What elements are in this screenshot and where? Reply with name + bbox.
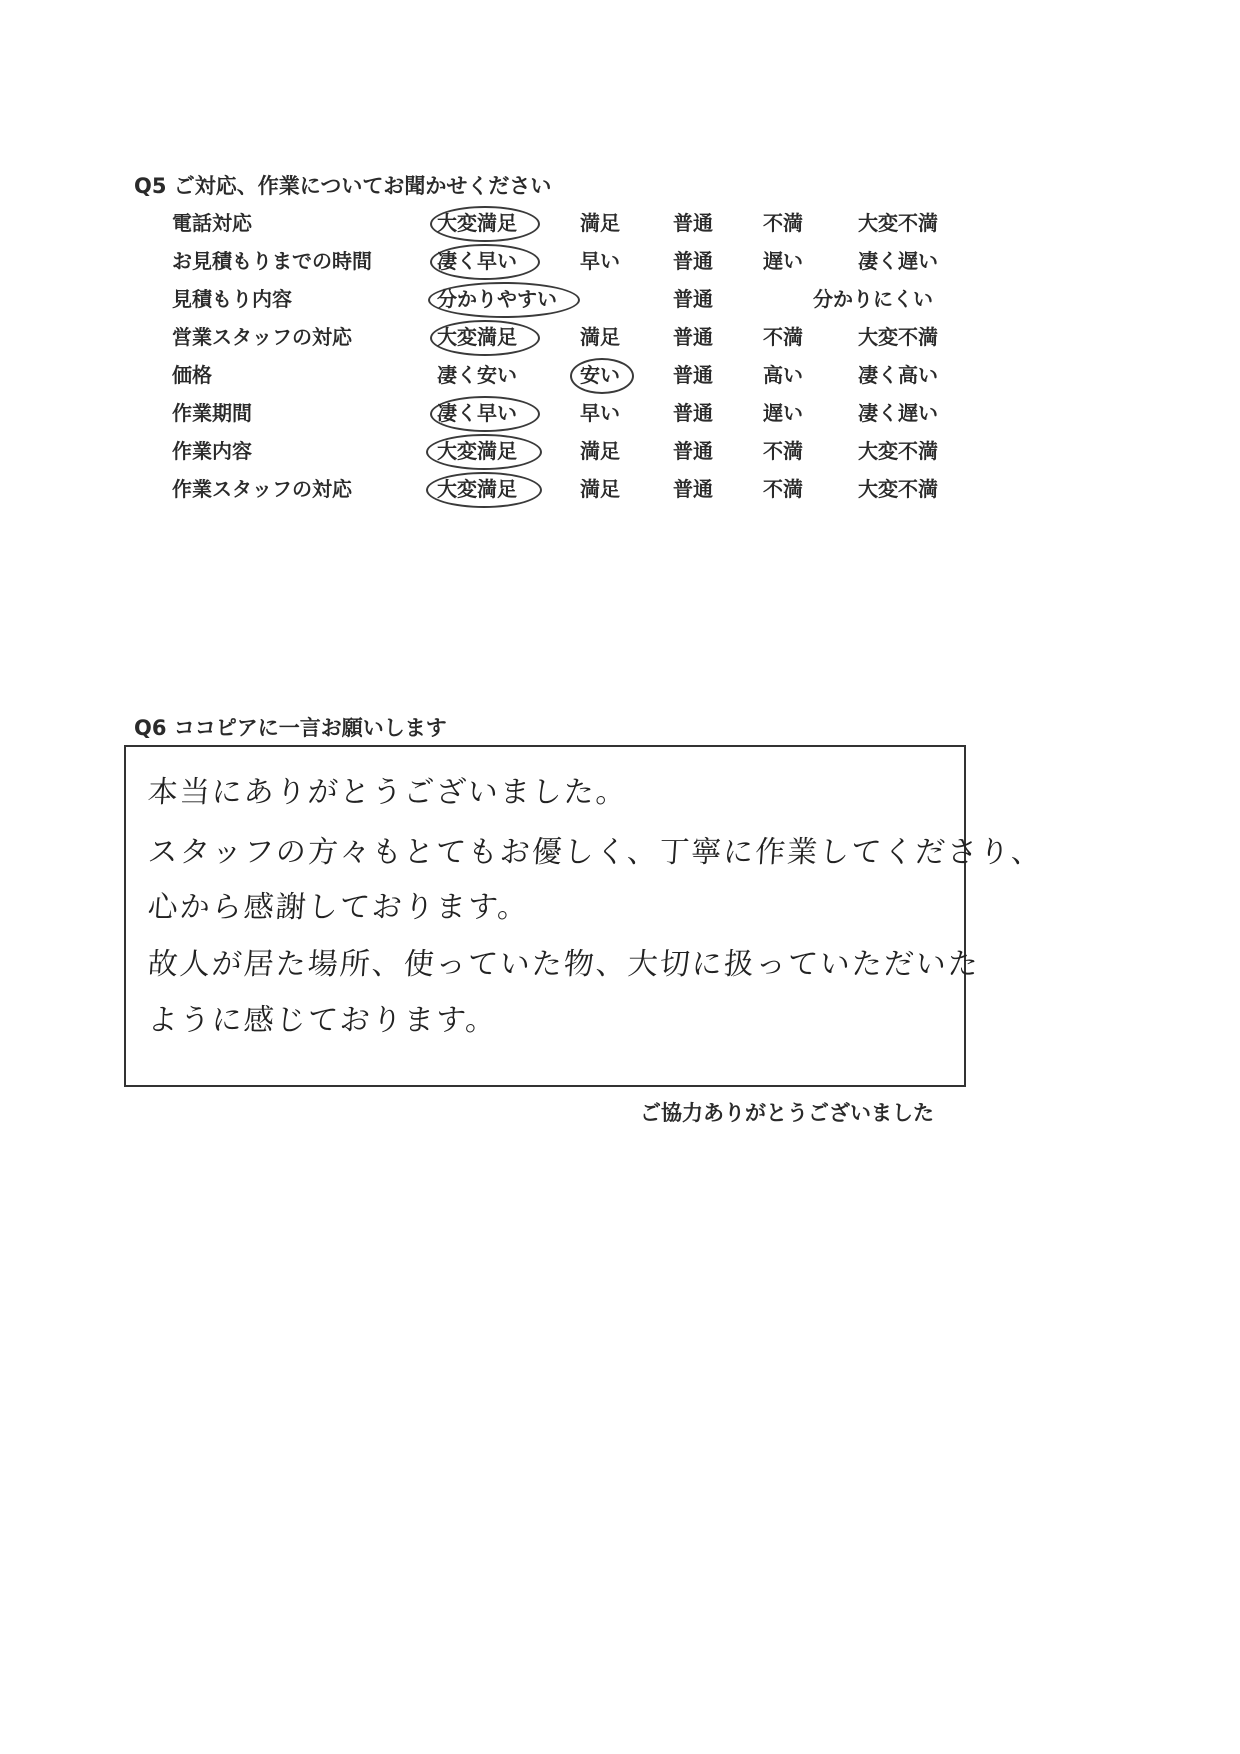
option-3[interactable]: 分かりにくい bbox=[813, 287, 933, 311]
option-2[interactable]: 早い bbox=[580, 249, 620, 273]
comment-line: 心から感謝しております。 bbox=[146, 890, 531, 925]
option-3[interactable]: 普通 bbox=[673, 477, 713, 501]
option-5[interactable]: 凄く遅い bbox=[858, 249, 938, 273]
option-5[interactable]: 大変不満 bbox=[858, 325, 938, 349]
option-3[interactable]: 普通 bbox=[673, 363, 713, 387]
option-1[interactable]: 大変満足 bbox=[437, 211, 517, 235]
option-5[interactable]: 凄く高い bbox=[858, 363, 938, 387]
rating-row-work-staff bbox=[0, 471, 1000, 507]
option-4[interactable]: 遅い bbox=[763, 401, 803, 425]
comment-line: 故人が居た場所、使っていた物、大切に扱っていただいた bbox=[146, 947, 981, 982]
option-3[interactable]: 普通 bbox=[673, 211, 713, 235]
rating-row-work-period bbox=[0, 395, 1000, 431]
option-3[interactable]: 普通 bbox=[673, 439, 713, 463]
rating-row-estimate-time bbox=[0, 243, 1000, 279]
option-2[interactable]: 満足 bbox=[580, 325, 620, 349]
comment-line: ように感じております。 bbox=[146, 1003, 499, 1038]
option-4[interactable]: 遅い bbox=[763, 249, 803, 273]
row-label: 作業内容 bbox=[172, 439, 252, 463]
option-4[interactable]: 不満 bbox=[763, 477, 803, 501]
rating-row-estimate-content bbox=[0, 281, 1000, 317]
comment-line: 本当にありがとうございました。 bbox=[146, 775, 629, 810]
rating-row-sales-staff bbox=[0, 319, 1000, 355]
rating-row-work-content bbox=[0, 433, 1000, 469]
row-label: 価格 bbox=[172, 363, 212, 387]
option-3[interactable]: 普通 bbox=[673, 325, 713, 349]
option-1[interactable]: 凄く早い bbox=[437, 401, 517, 425]
option-5[interactable]: 凄く遅い bbox=[858, 401, 938, 425]
option-5[interactable]: 大変不満 bbox=[858, 211, 938, 235]
option-5[interactable]: 大変不満 bbox=[858, 439, 938, 463]
row-label: 営業スタッフの対応 bbox=[172, 325, 352, 349]
option-3[interactable]: 普通 bbox=[673, 249, 713, 273]
rating-row-phone bbox=[0, 205, 1000, 241]
option-1[interactable]: 大変満足 bbox=[437, 325, 517, 349]
row-label: 作業スタッフの対応 bbox=[172, 477, 352, 501]
option-2[interactable]: 満足 bbox=[580, 211, 620, 235]
q5-title: Q5 ご対応、作業についてお聞かせください bbox=[134, 174, 552, 198]
option-4[interactable]: 高い bbox=[763, 363, 803, 387]
option-1[interactable]: 分かりやすい bbox=[437, 287, 557, 311]
comment-line: スタッフの方々もとてもお優しく、丁寧に作業してくださり、 bbox=[146, 835, 1045, 870]
option-4[interactable]: 不満 bbox=[763, 211, 803, 235]
row-label: 電話対応 bbox=[172, 211, 252, 235]
option-4[interactable]: 不満 bbox=[763, 439, 803, 463]
row-label: 作業期間 bbox=[172, 401, 252, 425]
option-2[interactable]: 満足 bbox=[580, 439, 620, 463]
option-2[interactable]: 満足 bbox=[580, 477, 620, 501]
option-1[interactable]: 凄く安い bbox=[437, 363, 517, 387]
option-1[interactable]: 凄く早い bbox=[437, 249, 517, 273]
option-3[interactable]: 普通 bbox=[673, 401, 713, 425]
row-label: お見積もりまでの時間 bbox=[172, 249, 372, 273]
option-2[interactable]: 安い bbox=[580, 363, 620, 387]
q6-title: Q6 ココピアに一言お願いします bbox=[134, 716, 447, 740]
option-2[interactable]: 普通 bbox=[673, 287, 713, 311]
option-2[interactable]: 早い bbox=[580, 401, 620, 425]
rating-row-price bbox=[0, 357, 1000, 393]
row-label: 見積もり内容 bbox=[172, 287, 292, 311]
option-5[interactable]: 大変不満 bbox=[858, 477, 938, 501]
thanks-message: ご協力ありがとうございました bbox=[640, 1101, 934, 1125]
option-1[interactable]: 大変満足 bbox=[437, 477, 517, 501]
option-4[interactable]: 不満 bbox=[763, 325, 803, 349]
option-1[interactable]: 大変満足 bbox=[437, 439, 517, 463]
comment-box[interactable] bbox=[124, 745, 1045, 1087]
